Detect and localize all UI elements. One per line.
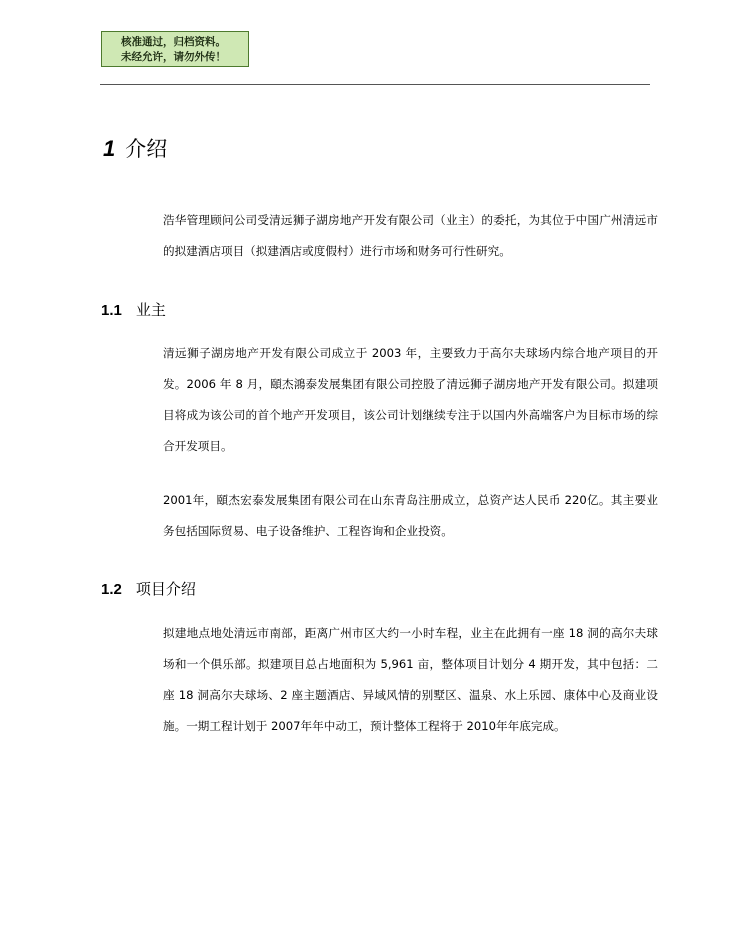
confidential-stamp [101, 31, 249, 67]
section-1-1-number: 1.1 [101, 302, 122, 319]
section-1-heading [103, 133, 167, 163]
section-1-number: 1 [103, 136, 116, 161]
intro-paragraph: 浩华管理顾问公司受清远狮子湖房地产开发有限公司（业主）的委托，为其位于中国广州清远市的拟建酒店项目（拟建酒店或度假村）进行市场和财务可行性研究。 [163, 213, 658, 258]
section-1-1-heading [101, 299, 166, 320]
section-1-2-number: 1.2 [101, 581, 122, 598]
section-1-1-title: 业主 [135, 301, 166, 319]
owner-paragraph-1: 清远狮子湖房地产开发有限公司成立于 2003 年，主要致力于高尔夫球场内综合地产项目的开发。2006 年 8 月，頤杰鴻泰发展集团有限公司控股了清远狮子湖房地产开发有限公司。拟建项目将成为该公司的首个地产开发项目，该公司计划继续专注于以国内外高端客户为目标市场的综合开发项目。 [163, 346, 658, 453]
owner-paragraph-2: 2001年，頤杰宏泰发展集团有限公司在山东青岛注册成立，总资产达人民币 220亿。其主要业务包括国际贸易、电子设备维护、工程咨询和企业投资。 [163, 493, 658, 538]
section-1-2-heading [101, 578, 196, 599]
project-paragraph: 拟建地点地处清远市南部，距离广州市区大约一小时车程，业主在此拥有一座 18 洞的高尔夫球场和一个俱乐部。拟建项目总占地面积为 5,961 亩，整体项目计划分 4 期开发，其中包括：二座 18 洞高尔夫球场、2 座主题酒店、异域风情的别墅区、温泉、水上乐园、康体中心及商业设施。一期工程计划于 2007年年中动工，预计整体工程将于 2010年年底完成。 [163, 626, 658, 733]
section-1-title: 介绍 [125, 137, 168, 161]
section-1-2-title: 项目介绍 [135, 580, 196, 598]
stamp-line-2: 未经允许，请勿外传！ [121, 51, 226, 63]
header-divider [100, 84, 650, 85]
stamp-line-1: 核准通过，归档资料。 [121, 36, 226, 48]
